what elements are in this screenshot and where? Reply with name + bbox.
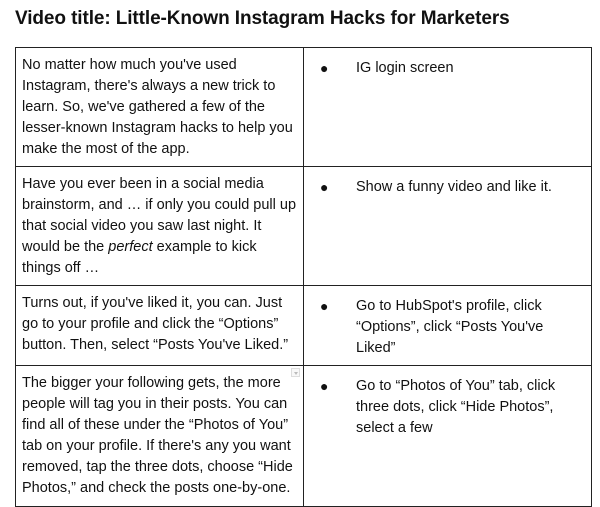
list-item (320, 58, 585, 79)
script-cell[interactable] (16, 167, 304, 286)
chevron-down-icon[interactable] (291, 368, 300, 377)
visual-cell[interactable] (304, 286, 592, 366)
script-text: Turns out, if you've liked it, you can. Just go to your profile and click the “Options” button. Then, select “Posts You've Liked.” (22, 295, 289, 353)
table-row (16, 167, 592, 286)
bullet-icon: ● (320, 60, 329, 76)
visual-list (304, 167, 591, 204)
table-row (16, 48, 592, 167)
script-text: Have you ever been in a social media brainstorm, and … if only you could pull up that social video you saw last night. It would be the perfect example to kick things off … (22, 176, 297, 276)
visual-list (304, 366, 591, 445)
visual-cell[interactable] (304, 48, 592, 167)
script-cell[interactable] (16, 286, 304, 366)
script-cell[interactable] (16, 366, 304, 507)
table-row (16, 286, 592, 366)
list-item (320, 296, 585, 359)
script-text: No matter how much you've used Instagram, there's always a new trick to learn. So, we've gathered a few of the lesser-known Instagram hacks to help you make the most of the app. (22, 57, 293, 157)
table-row (16, 366, 592, 507)
visual-text: IG login screen (356, 60, 454, 76)
visual-list (304, 286, 591, 365)
document-title: Video title: Little-Known Instagram Hacks for Marketers (15, 8, 510, 29)
visual-cell[interactable] (304, 167, 592, 286)
bullet-icon: ● (320, 179, 329, 195)
visual-text: Go to “Photos of You” tab, click three dots, click “Hide Photos”, select a few (356, 378, 556, 436)
visual-text: Go to HubSpot's profile, click “Options”, click “Posts You've Liked” (356, 298, 544, 356)
list-item (320, 376, 585, 439)
script-cell[interactable] (16, 48, 304, 167)
emphasis-text: perfect (108, 239, 153, 255)
script-text: The bigger your following gets, the more people will tag you in their posts. You can find all of these under the “Photos of You” tab on your profile. If there's any you want removed, tap the three dots, choose “Hide Photos,” and check the posts one-by-one. (22, 375, 293, 496)
visual-text: Show a funny video and like it. (356, 179, 552, 195)
bullet-icon: ● (320, 378, 329, 394)
list-item (320, 177, 585, 198)
visual-list (304, 48, 591, 85)
visual-cell[interactable] (304, 366, 592, 507)
bullet-icon: ● (320, 298, 329, 314)
script-table (15, 47, 592, 507)
